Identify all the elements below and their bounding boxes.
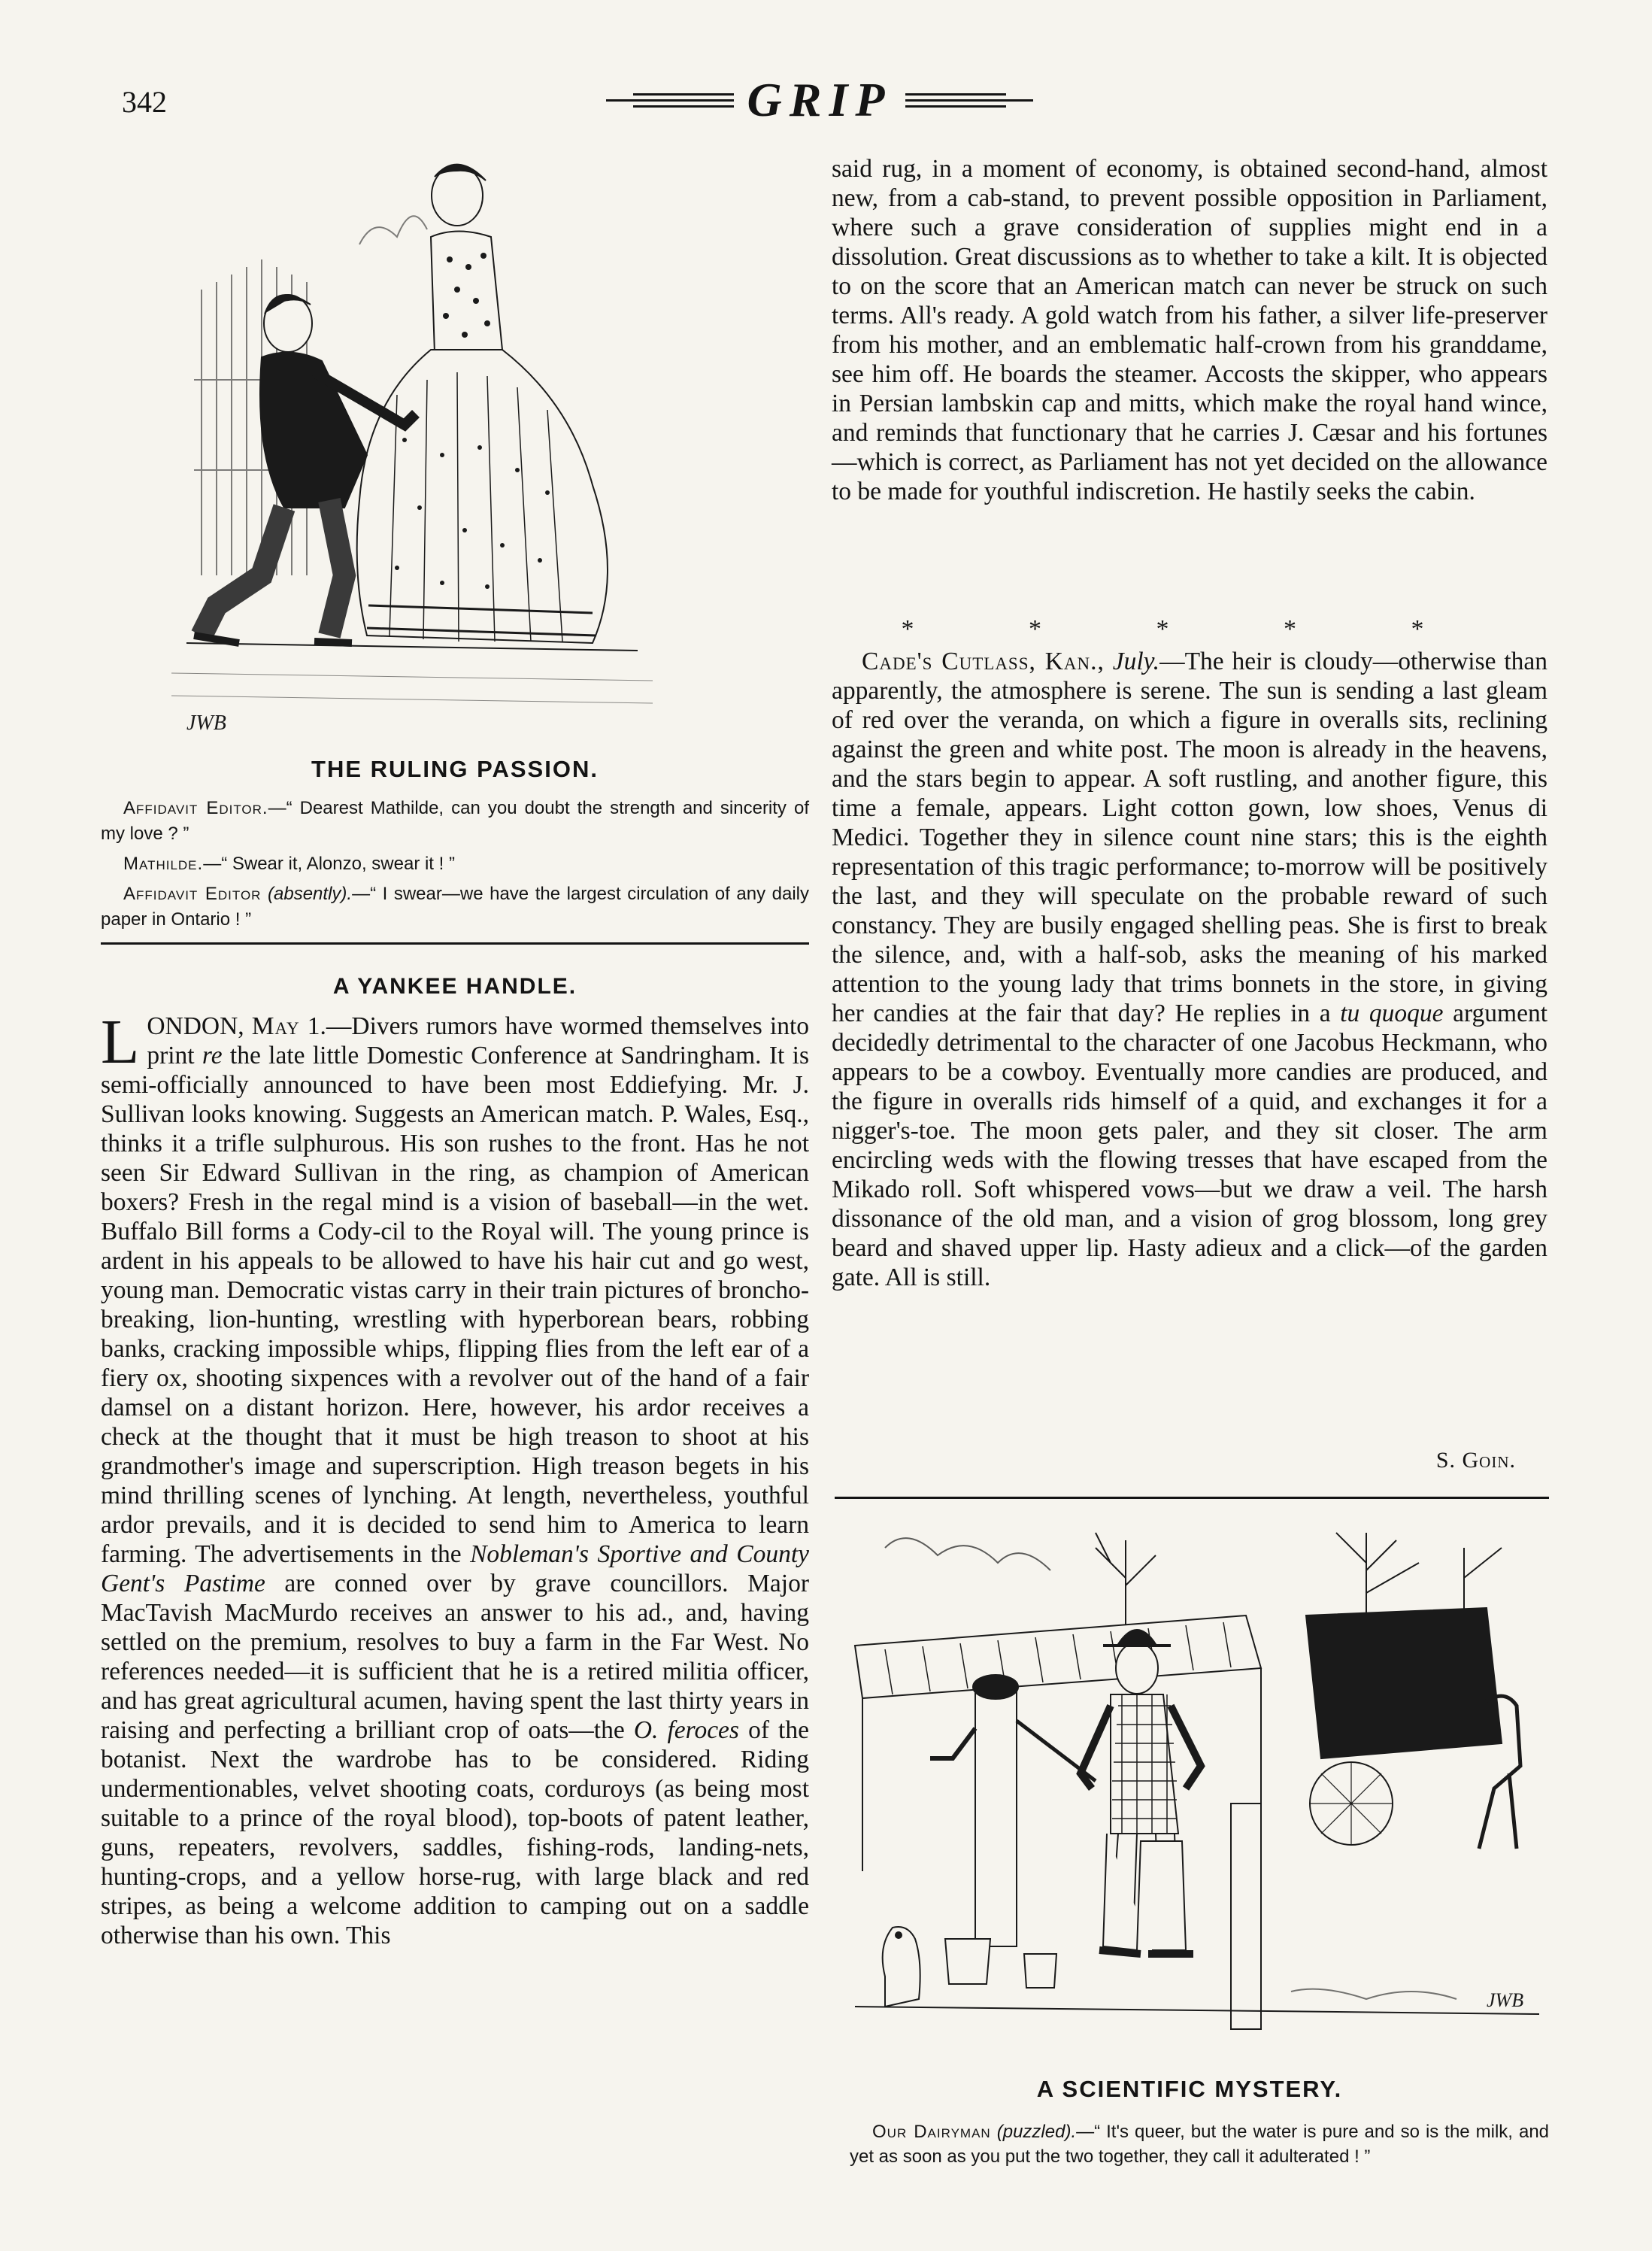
masthead-rule-left (606, 93, 734, 108)
artist-initials-2: JWB (1487, 1989, 1524, 2011)
scientific-mystery-illustration (840, 1518, 1550, 2058)
article-body-right-bottom: Cade's Cutlass, Kan., July.—The heir is cloudy—otherwise than apparently, the atmosphere is serene. The sun is sending a last gleam of red over the veranda, on which a figure in overalls sits, reclining against the green and white post. The moon is already in the heavens, and the stars begin to appear. A soft rustling, and another figure, this time a female, appears. Light cotton gown, low shoes, Venus di Medici. Together they in silence count nine stars; this is the eighth representation of this tragic performance; to-morrow will be positively the last, and they will speculate on the probable reward of such constancy. They are busily engaged shelling peas. She is first to break the silence, and, with a half-sob, asks the meaning of his marked attention to the young lady that trims bonnets in the store, in giving her candies at the fair that day? He replies in a tu quoque argument decidedly detrimental to the character of one Jacobus Heckmann, who appears to be a cowboy. Eventually more candies are produced, and the figure in overalls rids himself of a quid, and exchanges it for a nigger's-toe. The moon gets paler, and they sit closer. The arm encircling weds with the flowing tresses that have escaped from the Mikado roll. Soft whispered vows—but we draw a veil. The harsh dissonance of the old man, and a vision of grog blossom, long grey beard and shaved upper lip. Hasty adieux and a click—of the garden gate. All is still. (832, 648, 1547, 1291)
cartoon2-title: A SCIENTIFIC MYSTERY. (1036, 2076, 1343, 2102)
artist-initials-1: JWB (186, 711, 226, 735)
ruling-passion-illustration (171, 154, 653, 737)
article-body-right-top: said rug, in a moment of economy, is obtained second-hand, almost new, from a cab-stand, to prevent possible opposition in Parliament, where such a grave consideration of supplies might end in a dissolution. Great discussions as to whether to take a kilt. It is objected to on the score that an American match can never be struck on such terms. All's ready. A gold watch from his father, a silver life-preserver from his mother, and an emblematic half-crown from his granddame, see him off. He boards the steamer. Accosts the skipper, who appears in Persian lambskin cap and mitts, which make the royal hand wince, and reminds that functionary that he carries J. Cæsar and his fortunes—which is correct, as Parliament has not yet decided on the allowance to be made for youthful indiscretion. He hastily seeks the cabin. (832, 155, 1547, 505)
page-number: 342 (122, 85, 167, 119)
drop-cap: L (101, 1007, 140, 1077)
masthead-rule-right (905, 93, 1033, 108)
masthead (571, 74, 1068, 126)
article-title: A YANKEE HANDLE. (332, 974, 577, 999)
dialog-line: Affidavit Editor.—“ Dearest Mathilde, can you doubt the strength and sincerity of my love ? ” (101, 798, 809, 844)
divider-rule (101, 942, 809, 945)
section-stars: * * * * * (901, 615, 1478, 643)
article-signature: S. Goin. (1435, 1448, 1516, 1473)
masthead-title: GRIP (747, 73, 893, 126)
cartoon1-title: THE RULING PASSION. (311, 756, 599, 782)
dialog-line: Affidavit Editor (absently).—“ I swear—we have the largest circulation of any daily paper in Ontario ! ” (101, 884, 809, 930)
divider-rule (835, 1497, 1549, 1499)
dialog-line: Mathilde.—“ Swear it, Alonzo, swear it ! ” (123, 854, 455, 874)
article-body-left: LONDON, May 1.—Divers rumors have wormed themselves into print re the late little Domestic Conference at Sandringham. It is semi-officially announced to have been most Eddiefying. Mr. J. Sullivan looks knowing. Suggests an American match. P. Wales, Esq., thinks it a trifle sulphurous. His son rushes to the front. Has he not seen Sir Edward Sullivan in the ring, as champion of American boxers? Fresh in the regal mind is a vision of baseball—in the wet. Buffalo Bill forms a Cody-cil to the Royal will. The young prince is ardent in his appeals to be allowed to have his hair cut and go west, young man. Democratic vistas carry in their train pictures of broncho-breaking, lion-hunting, wrestling with hyperborean bears, robbing banks, cracking impossible whips, flipping flies from the left ear of a fiery ox, shooting sixpences with a revolver out of the hand of a fair damsel on a distant horizon. Here, however, his ardor receives a check at the thought that it must be high treason to shoot at his grandmother's image and superscription. High treason begets in his mind thrilling scenes of lynching. At length, nevertheless, youthful ardor prevails, and it is decided to send him to America to learn farming. The advertisements in the Nobleman's Sportive and County Gent's Pastime are conned over by grave councillors. Major MacTavish MacMurdo receives an answer to his ad., and, having settled on the premium, resolves to buy a farm in the Far West. No references needed—it is sufficient that he is a retired militia officer, and has great agricultural acumen, having spent the last thirty years in raising and perfecting a brilliant crop of oats—the O. feroces of the botanist. Next the wardrobe has to be considered. Riding undermentionables, velvet shooting coats, corduroys (as being most suitable to a prince of the royal blood), top-boots of patent leather, guns, repeaters, revolvers, saddles, fishing-rods, landing-nets, hunting-crops, and a yellow horse-rug, with large black and red stripes, as being a welcome addition to camping out on a saddle otherwise than his own. This (101, 1007, 810, 1949)
cartoon1-dialog (101, 796, 809, 937)
cartoon2-caption: Our Dairyman (puzzled).—“ It's queer, but the water is pure and so is the milk, and yet as soon as you put the two together, they call it adulterated ! ” (850, 2122, 1550, 2167)
